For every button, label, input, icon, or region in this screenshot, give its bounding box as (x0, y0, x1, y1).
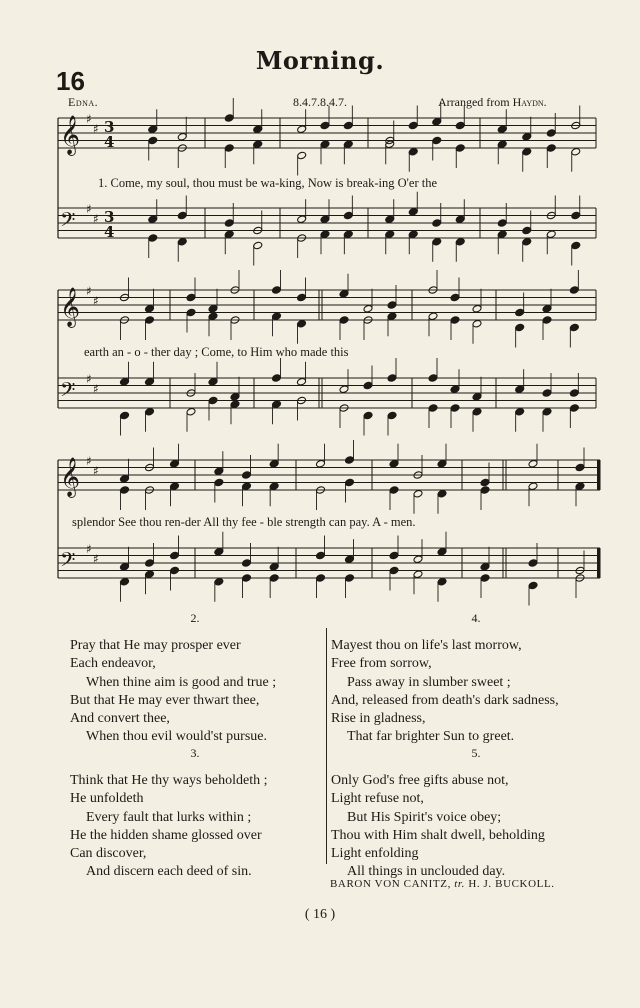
bass-clef: 𝄢 (60, 208, 76, 236)
sharp-sign: ♯ (86, 202, 92, 216)
note-head (120, 577, 130, 586)
note-head (145, 559, 155, 568)
note-head (297, 293, 307, 302)
note-head (343, 230, 353, 239)
note-head (214, 467, 224, 476)
stanza-line: But that He may ever thwart thee, (70, 692, 260, 708)
note-head (387, 301, 397, 310)
note-head (428, 312, 438, 321)
note-head (208, 312, 218, 321)
note-head (569, 404, 579, 413)
note-head (208, 377, 218, 386)
treble-clef: 𝄞 (60, 457, 81, 497)
note-head (253, 241, 263, 250)
note-head (575, 482, 585, 491)
note-head (437, 577, 447, 586)
note-head (145, 316, 155, 325)
note-head (343, 140, 353, 149)
stanza-line: He unfoldeth (70, 791, 144, 807)
note-head (437, 459, 447, 468)
note-head (145, 304, 155, 313)
note-head (224, 144, 234, 153)
note-head (186, 293, 196, 302)
note-head (269, 459, 279, 468)
note-head (297, 215, 307, 224)
note-head (546, 144, 556, 153)
note-head (389, 551, 399, 560)
note-head (528, 482, 538, 491)
note-head (316, 574, 326, 583)
column-divider (326, 628, 327, 864)
stanza-line: Free from sorrow, (331, 656, 432, 672)
note-head (480, 574, 490, 583)
hymn-number: 16 (56, 66, 85, 96)
note-head (339, 385, 349, 394)
note-head (297, 151, 307, 160)
note-head (230, 400, 240, 409)
final-barline (597, 460, 600, 490)
note-head (450, 316, 460, 325)
note-head (408, 121, 418, 130)
note-head (316, 551, 326, 560)
note-head (186, 407, 196, 416)
sharp-sign: ♯ (86, 284, 92, 298)
note-head (450, 404, 460, 413)
note-head (269, 482, 279, 491)
note-head (480, 478, 490, 487)
note-head (472, 392, 482, 401)
note-head (320, 121, 330, 130)
note-head (522, 132, 532, 141)
bass-clef: 𝄢 (60, 548, 76, 576)
sharp-sign: ♯ (93, 382, 99, 396)
note-head (224, 114, 234, 123)
note-head (387, 411, 397, 420)
note-head (450, 385, 460, 394)
note-head (320, 215, 330, 224)
page-number: ( 16 ) (304, 907, 336, 922)
sharp-sign: ♯ (86, 542, 92, 556)
note-head (455, 215, 465, 224)
meter: 8.4.7.8.4.7. (293, 95, 347, 109)
stanza-line: Light refuse not, (331, 791, 424, 807)
note-head (272, 400, 282, 409)
note-head (432, 219, 442, 228)
note-head (253, 140, 263, 149)
note-head (120, 562, 130, 571)
note-head (408, 230, 418, 239)
stanza-number: 2. (190, 611, 200, 625)
note-head (230, 392, 240, 401)
note-head (455, 144, 465, 153)
note-head (515, 407, 525, 416)
note-head (546, 129, 556, 138)
note-head (428, 374, 438, 383)
stanza-line: All things in unclouded day. (347, 864, 506, 880)
note-head (455, 121, 465, 130)
stanza-line: Can discover, (70, 846, 147, 862)
note-head (345, 574, 355, 583)
stanza-number: 5. (471, 746, 481, 760)
note-head (389, 486, 399, 495)
note-head (522, 237, 532, 246)
note-head (569, 323, 579, 332)
note-head (528, 559, 538, 568)
stanza-line: Rise in gladness, (331, 711, 426, 727)
note-head (542, 316, 552, 325)
note-head (497, 230, 507, 239)
stanza-line: That far brighter Sun to greet. (347, 729, 515, 745)
time-signature: 3 (104, 118, 115, 136)
note-head (522, 147, 532, 156)
note-head (455, 237, 465, 246)
note-head (571, 211, 581, 220)
stanza-line: But His Spirit's voice obey; (347, 809, 502, 825)
note-head (363, 411, 373, 420)
note-head (385, 230, 395, 239)
note-head (363, 304, 373, 313)
lyric-line-2: earth an - o - ther day ; Come, to Him who made this (84, 345, 349, 359)
note-head (148, 215, 158, 224)
stanza-line: And, released from death's dark sadness, (331, 692, 559, 708)
note-head (120, 377, 130, 386)
stanza-line: Each endeavor, (70, 656, 156, 672)
note-head (343, 121, 353, 130)
sharp-sign: ♯ (86, 454, 92, 468)
note-head (272, 374, 282, 383)
note-head (515, 323, 525, 332)
note-head (472, 407, 482, 416)
stanza-line: When thou evil would'st pursue. (86, 729, 267, 745)
note-head (432, 136, 442, 145)
stanza-2 (70, 609, 320, 746)
note-head (148, 136, 158, 145)
sharp-sign: ♯ (93, 552, 99, 566)
lyric-line-3: splendor See thou ren-der All thy fee - ble strength can pay. A - men. (72, 515, 416, 529)
time-signature: 4 (104, 133, 115, 151)
note-head (242, 559, 252, 568)
note-head (472, 319, 482, 328)
stanza-line: Thou with Him shalt dwell, beholding (331, 827, 545, 843)
sharp-sign: ♯ (86, 112, 92, 126)
note-head (387, 374, 397, 383)
treble-clef: 𝄞 (60, 287, 81, 327)
time-signature: 4 (104, 223, 115, 241)
note-head (297, 377, 307, 386)
stanza-line: When thine aim is good and true ; (86, 674, 277, 690)
note-head (571, 147, 581, 156)
stanza-line: Pray that He may prosper ever (70, 638, 241, 654)
note-head (413, 555, 423, 564)
note-head (515, 385, 525, 394)
note-head (242, 574, 252, 583)
note-head (253, 125, 263, 134)
note-head (450, 293, 460, 302)
note-head (316, 459, 326, 468)
sharp-sign: ♯ (93, 122, 99, 136)
note-head (437, 547, 447, 556)
note-head (170, 566, 180, 575)
time-signature: 3 (104, 208, 115, 226)
stanza-line: Mayest thou on life's last morrow, (331, 638, 522, 654)
note-head (575, 463, 585, 472)
note-head (385, 140, 395, 149)
note-head (297, 319, 307, 328)
note-head (408, 207, 418, 216)
stanza-line: Pass away in slumber sweet ; (347, 674, 511, 690)
note-head (542, 407, 552, 416)
stanza-3 (70, 744, 320, 881)
note-head (497, 219, 507, 228)
stanza-line: Only God's free gifts abuse not, (331, 773, 509, 789)
note-head (214, 547, 224, 556)
note-head (480, 562, 490, 571)
tune-name: Edna. (68, 95, 99, 109)
note-head (208, 396, 218, 405)
note-head (186, 308, 196, 317)
note-head (542, 304, 552, 313)
note-head (170, 551, 180, 560)
note-head (546, 230, 556, 239)
note-head (497, 140, 507, 149)
note-head (269, 574, 279, 583)
note-head (385, 215, 395, 224)
hymn-title: Morning. (255, 46, 385, 75)
stanza-line: He the hidden shame glossed over (70, 827, 262, 843)
note-head (413, 489, 423, 498)
note-head (170, 459, 180, 468)
note-head (177, 132, 187, 141)
stanza-number: 4. (471, 611, 481, 625)
note-head (408, 147, 418, 156)
sharp-sign: ♯ (93, 294, 99, 308)
lyric-line-1: 1. Come, my soul, thou must be wa-king, Now is break-ing O'er the (98, 176, 438, 190)
note-head (480, 486, 490, 495)
stanza-number: 3. (190, 746, 200, 760)
note-head (528, 459, 538, 468)
note-head (339, 289, 349, 298)
sharp-sign: ♯ (93, 212, 99, 226)
translated-by: tr. (454, 878, 465, 890)
note-head (214, 478, 224, 487)
note-head (145, 377, 155, 386)
note-head (177, 211, 187, 220)
treble-clef: 𝄞 (60, 115, 81, 155)
note-head (571, 241, 581, 250)
note-head (214, 577, 224, 586)
note-head (343, 211, 353, 220)
note-head (497, 125, 507, 134)
note-head (363, 381, 373, 390)
note-head (269, 562, 279, 571)
note-head (345, 555, 355, 564)
note-head (345, 478, 355, 487)
note-head (177, 237, 187, 246)
bass-clef: 𝄢 (60, 378, 76, 406)
stanza-line: And convert thee, (70, 711, 170, 727)
note-head (472, 304, 482, 313)
stanza-4 (331, 609, 621, 746)
note-head (387, 312, 397, 321)
note-head (208, 304, 218, 313)
note-head (242, 482, 252, 491)
note-head (320, 140, 330, 149)
stanza-5 (331, 744, 621, 881)
stanza-line: Think that He thy ways beholdeth ; (70, 773, 268, 789)
note-head (569, 286, 579, 295)
author: BARON VON CANITZ, (330, 878, 451, 890)
stanza-line: Every fault that lurks within ; (86, 809, 252, 825)
note-head (389, 459, 399, 468)
note-head (120, 474, 130, 483)
arranger-name: Haydn. (512, 95, 547, 109)
credit-line (330, 878, 555, 890)
note-head (528, 581, 538, 590)
note-head (413, 570, 423, 579)
stanza-line: Light enfolding (331, 846, 419, 862)
note-head (224, 219, 234, 228)
note-head (345, 456, 355, 465)
note-head (272, 312, 282, 321)
note-head (145, 570, 155, 579)
note-head (515, 308, 525, 317)
note-head (339, 316, 349, 325)
sharp-sign: ♯ (93, 464, 99, 478)
arranger-prefix: Arranged from (438, 95, 510, 109)
sharp-sign: ♯ (86, 372, 92, 386)
note-head (522, 226, 532, 235)
note-head (120, 486, 130, 495)
note-head (437, 489, 447, 498)
note-head (432, 117, 442, 126)
note-head (320, 230, 330, 239)
note-head (297, 125, 307, 134)
note-head (432, 237, 442, 246)
translator: H. J. BUCKOLL. (468, 878, 555, 890)
note-head (389, 566, 399, 575)
note-head (242, 471, 252, 480)
note-head (148, 234, 158, 243)
note-head (569, 389, 579, 398)
note-head (542, 389, 552, 398)
note-head (120, 411, 130, 420)
note-head (170, 482, 180, 491)
note-head (224, 230, 234, 239)
note-head (148, 125, 158, 134)
note-head (272, 286, 282, 295)
stanza-line: And discern each deed of sin. (86, 864, 252, 880)
final-barline (597, 548, 600, 578)
note-head (428, 404, 438, 413)
note-head (145, 407, 155, 416)
